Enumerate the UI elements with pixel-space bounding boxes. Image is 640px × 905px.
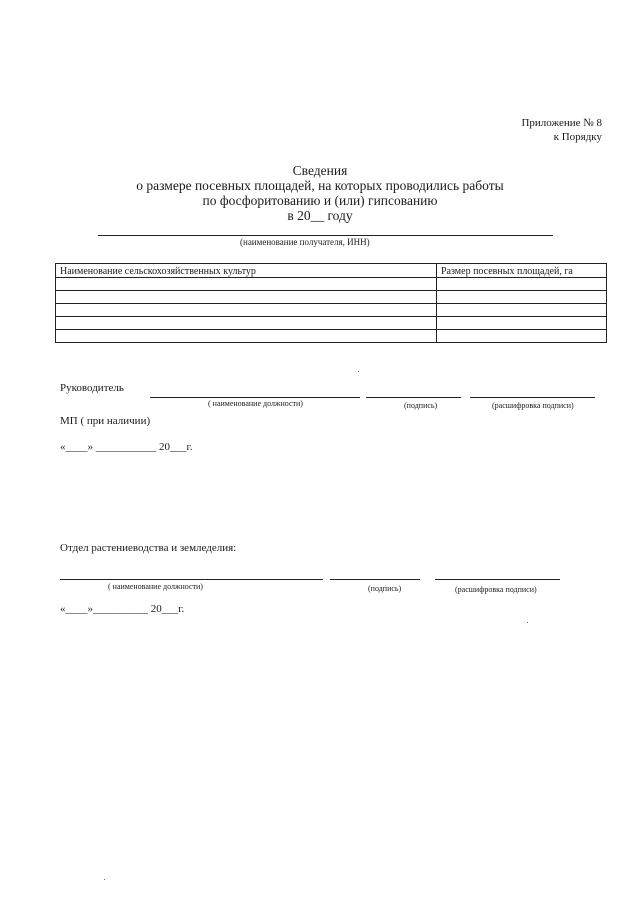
head-date-field[interactable]: «____» ___________ 20___г. <box>60 441 193 453</box>
dept-position-caption: ( наименование должности) <box>108 582 203 591</box>
scan-speck <box>358 371 359 372</box>
head-position-field[interactable] <box>150 397 360 398</box>
dept-decode-caption: (расшифровка подписи) <box>455 585 537 594</box>
stamp-note: МП ( при наличии) <box>60 415 151 427</box>
crop-cell[interactable] <box>56 304 437 317</box>
area-cell[interactable] <box>437 317 607 330</box>
crop-cell[interactable] <box>56 278 437 291</box>
dept-date-field[interactable]: «____»__________ 20___г. <box>60 603 185 615</box>
header-crop-name: Наименование сельскохозяйственных культур <box>56 264 437 278</box>
dept-signature-field[interactable] <box>330 579 420 580</box>
dept-label: Отдел растениеводства и земледелия: <box>60 542 237 554</box>
dept-decode-field[interactable] <box>435 579 560 580</box>
crop-cell[interactable] <box>56 291 437 304</box>
recipient-field[interactable] <box>98 235 553 236</box>
table-row <box>56 330 607 343</box>
head-position-caption: ( наименование должности) <box>208 399 303 408</box>
crop-cell[interactable] <box>56 330 437 343</box>
table-row <box>56 278 607 291</box>
head-signature-field[interactable] <box>366 397 461 398</box>
head-decode-field[interactable] <box>470 397 595 398</box>
title-line-2: о размере посевных площадей, на которых проводились работы <box>136 178 504 193</box>
head-signature-caption: (подпись) <box>404 401 438 410</box>
area-cell[interactable] <box>437 291 607 304</box>
area-cell[interactable] <box>437 330 607 343</box>
title-line-1: Сведения <box>292 163 348 178</box>
table-row <box>56 304 607 317</box>
title-line-3: по фосфоритованию и (или) гипсованию <box>202 193 438 208</box>
recipient-caption: (наименование получателя, ИНН) <box>240 237 370 247</box>
table-header-row <box>56 264 607 278</box>
crop-cell[interactable] <box>56 317 437 330</box>
appendix-number: Приложение № 8 <box>521 117 602 129</box>
head-label: Руководитель <box>60 382 124 394</box>
dept-signature-caption: (подпись) <box>368 584 402 593</box>
header-area: Размер посевных площадей, га <box>437 264 607 278</box>
dept-position-field[interactable] <box>60 579 323 580</box>
table-row <box>56 291 607 304</box>
appendix-note <box>521 116 602 144</box>
scan-speck <box>527 622 528 623</box>
area-cell[interactable] <box>437 304 607 317</box>
head-decode-caption: (расшифровка подписи) <box>492 401 574 410</box>
crops-table <box>55 263 607 343</box>
table-row <box>56 317 607 330</box>
area-cell[interactable] <box>437 278 607 291</box>
scan-speck <box>104 879 105 880</box>
appendix-ref: к Порядку <box>553 131 602 143</box>
document-title <box>0 163 640 223</box>
title-line-4: в 20__ году <box>287 208 353 223</box>
